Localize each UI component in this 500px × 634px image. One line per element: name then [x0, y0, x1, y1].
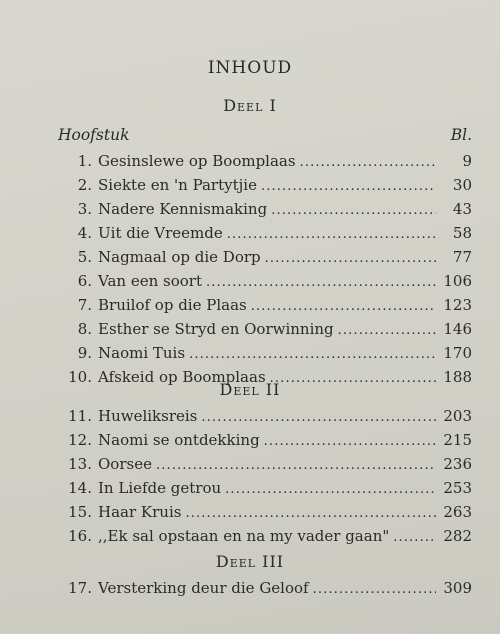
toc-entry: [58, 479, 472, 503]
dot-leader: [251, 296, 436, 314]
page-number: 58: [452, 224, 472, 242]
dot-leader: [271, 200, 436, 218]
toc-entry: [58, 344, 472, 368]
chapter-number: 17.: [68, 579, 92, 597]
chapter-title: Nagmaal op die Dorp: [98, 248, 261, 266]
page-number: 188: [443, 368, 472, 386]
page-number: 253: [443, 479, 472, 497]
chapter-number: 4.: [77, 224, 92, 242]
chapter-title: Van een soort: [98, 272, 202, 290]
chapter-number: 10.: [68, 368, 92, 386]
page-number: 123: [443, 296, 472, 314]
chapter-title: Uit die Vreemde: [98, 224, 223, 242]
toc-entry: [58, 200, 472, 224]
toc-list-part-2: [58, 407, 472, 551]
toc-entry: [58, 272, 472, 296]
dot-leader: [300, 152, 436, 170]
chapter-number: 16.: [68, 527, 92, 545]
chapter-title: Esther se Stryd en Oorwinning: [98, 320, 334, 338]
toc-entry: [58, 224, 472, 248]
column-headers: [58, 126, 472, 144]
toc-entry: [58, 455, 472, 479]
chapter-number: 9.: [77, 344, 92, 362]
toc-entry: [58, 248, 472, 272]
page-title: INHOUD: [207, 58, 293, 78]
dot-leader: [206, 272, 436, 290]
page-number: 203: [443, 407, 472, 425]
toc-entry: [58, 320, 472, 344]
chapter-column-label: Hoofstuk: [58, 126, 130, 144]
chapter-title: Siekte en 'n Partytjie: [98, 176, 257, 194]
chapter-title: Naomi Tuis: [98, 344, 186, 362]
page-number: 282: [443, 527, 472, 545]
part-heading-1: Deel I: [223, 96, 277, 115]
chapter-title: In Liefde getrou: [98, 479, 222, 497]
chapter-number: 2.: [77, 176, 92, 194]
toc-list-part-1: [58, 152, 472, 392]
page-number: 77: [452, 248, 472, 266]
toc-entry: [58, 579, 472, 603]
chapter-title: Oorsee: [98, 455, 152, 473]
chapter-number: 12.: [68, 431, 92, 449]
chapter-number: 5.: [77, 248, 92, 266]
chapter-title: Versterking deur die Geloof: [98, 579, 309, 597]
toc-entry: [58, 296, 472, 320]
dot-leader: [201, 407, 436, 425]
toc-entry: [58, 431, 472, 455]
part-heading-2: Deel II: [219, 380, 281, 399]
dot-leader: [185, 503, 436, 521]
dot-leader: [156, 455, 436, 473]
dot-leader: [261, 176, 436, 194]
chapter-number: 3.: [77, 200, 92, 218]
chapter-title: Huweliksreis: [98, 407, 198, 425]
page-number: 170: [443, 344, 472, 362]
dot-leader: [264, 431, 436, 449]
page-number: 263: [443, 503, 472, 521]
chapter-number: 13.: [68, 455, 92, 473]
chapter-number: 11.: [68, 407, 92, 425]
chapter-title: Nadere Kennismaking: [98, 200, 268, 218]
page-number: 30: [452, 176, 472, 194]
chapter-title: Afskeid op Boomplaas: [98, 368, 266, 386]
toc-entry: [58, 407, 472, 431]
page-number: 43: [452, 200, 472, 218]
chapter-number: 15.: [68, 503, 92, 521]
dot-leader: [189, 344, 436, 362]
chapter-number: 14.: [68, 479, 92, 497]
chapter-title: Gesinslewe op Boomplaas: [98, 152, 296, 170]
chapter-number: 8.: [77, 320, 92, 338]
toc-entry: [58, 176, 472, 200]
page-number: 9: [462, 152, 472, 170]
toc-list-part-3: [58, 579, 472, 603]
page-number: 215: [443, 431, 472, 449]
toc-entry: [58, 503, 472, 527]
chapter-title: Bruilof op die Plaas: [98, 296, 247, 314]
toc-entry: [58, 152, 472, 176]
chapter-number: 7.: [77, 296, 92, 314]
dot-leader: [227, 224, 436, 242]
part-heading-3: Deel III: [215, 552, 285, 571]
dot-leader: [313, 579, 436, 597]
page-column-label: Bl.: [450, 126, 472, 144]
dot-leader: [265, 248, 436, 266]
dot-leader: [338, 320, 436, 338]
toc-entry: [58, 527, 472, 551]
page-number: 236: [443, 455, 472, 473]
chapter-title: Naomi se ontdekking: [98, 431, 260, 449]
chapter-title: ,,Ek sal opstaan en na my vader gaan": [98, 527, 390, 545]
chapter-title: Haar Kruis: [98, 503, 182, 521]
chapter-number: 1.: [77, 152, 92, 170]
page-number: 146: [443, 320, 472, 338]
page-number: 106: [443, 272, 472, 290]
page-number: 309: [443, 579, 472, 597]
chapter-number: 6.: [77, 272, 92, 290]
dot-leader: [393, 527, 436, 545]
dot-leader: [225, 479, 436, 497]
